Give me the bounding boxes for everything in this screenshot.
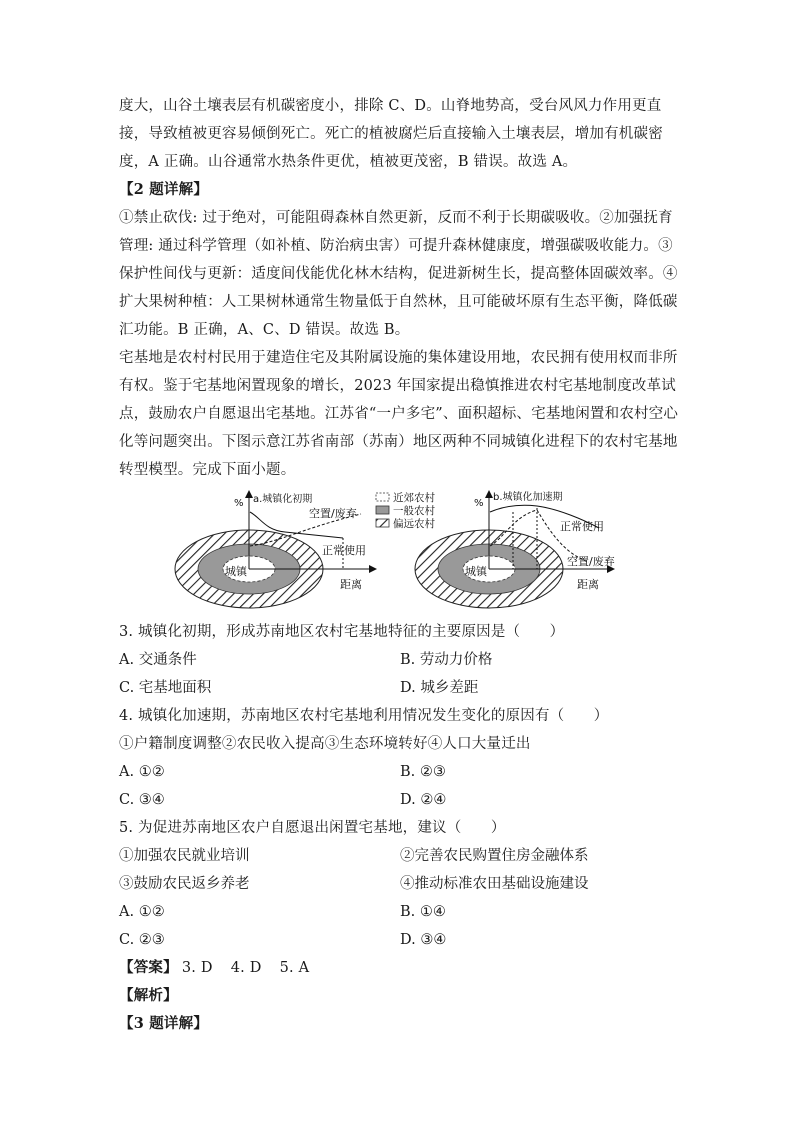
q4-option-a[interactable]: A. ①② — [119, 764, 165, 780]
distance-arrow-left — [369, 565, 377, 573]
idle-label-left: 空置/废弃 — [309, 507, 357, 520]
percent-label-right: % — [474, 498, 484, 509]
answer-q4: 4. D — [230, 960, 262, 976]
q5-option-b[interactable]: B. ①④ — [400, 904, 446, 920]
title-left: a.城镇化初期 — [253, 494, 313, 505]
idle-label-right: 空置/废弃 — [567, 555, 615, 568]
answer-q5: 5. A — [279, 960, 310, 976]
diagram-accelerated-urbanization — [415, 490, 615, 608]
heading-q3-detail: 【3 题详解】 — [119, 1015, 209, 1032]
q4-option-b[interactable]: B. ②③ — [400, 764, 446, 780]
question-4-options — [119, 758, 681, 814]
q3-option-a[interactable]: A. 交通条件 — [119, 652, 197, 668]
q5-item-3: ③鼓励农民返乡养老 — [119, 876, 250, 892]
q5-option-a[interactable]: A. ①② — [119, 904, 165, 920]
question-4-stem: 4. 城镇化加速期，苏南地区农村宅基地利用情况发生变化的原因有（ ） — [119, 708, 609, 724]
paragraph-q2-explanation: ①禁止砍伐: 过于绝对，可能阻碍森林自然更新，反而不利于长期碳吸收。②加强抚育管理: 通过科学管理（如补植、防治病虫害）可提升森林健康度，增强碳吸收能力。③保护性间伐与更新：适度间伐能优化林木结构，促进新树生长，提高整体固碳效率。④扩大果树种植：人工果树林通常生物量低于自然林，且可能破坏原有生态平衡，降低碳汇功能。B 正确，A、C、D 错误。故选 B。 — [119, 210, 678, 338]
question-3-stem: 3. 城镇化初期，形成苏南地区农村宅基地特征的主要原因是（ ） — [119, 624, 565, 640]
q3-option-b[interactable]: B. 劳动力价格 — [400, 652, 493, 668]
q4-option-d[interactable]: D. ②④ — [400, 792, 447, 808]
figure-svg — [119, 490, 681, 612]
q5-option-c[interactable]: C. ②③ — [119, 932, 165, 948]
town-label-left: 城镇 — [225, 565, 247, 578]
legend-general: 一般农村 — [393, 505, 435, 517]
percent-arrow-right — [485, 490, 493, 498]
diagram-early-urbanization — [175, 490, 377, 608]
page-content — [119, 92, 681, 1038]
homestead-transition-figure — [119, 490, 681, 612]
paragraph-q1-explanation-end: 度大，山谷土壤表层有机碳密度小，排除 C、D。山脊地势高，受台风风力作用更直接，导致植被更容易倾倒死亡。死亡的植被腐烂后直接输入土壤表层，增加有机碳密度，A 正确。山谷通常水热条件更优，植被更茂密，B 错误。故选 A。 — [119, 98, 663, 170]
q5-item-4: ④推动标准农田基础设施建设 — [400, 876, 589, 892]
legend-swatch-general — [376, 506, 389, 514]
answer-line — [119, 954, 681, 982]
normal-label-right: 正常使用 — [560, 520, 604, 533]
question-3-options — [119, 646, 681, 702]
distance-label-left: 距离 — [340, 578, 362, 591]
question-5-options — [119, 898, 681, 954]
answer-q3: 3. D — [181, 960, 213, 976]
q5-item-2: ②完善农民购置住房金融体系 — [400, 848, 589, 864]
analysis-heading: 【解析】 — [119, 987, 178, 1004]
q5-option-d[interactable]: D. ③④ — [400, 932, 447, 948]
town-label-right: 城镇 — [465, 565, 487, 578]
q4-option-c[interactable]: C. ③④ — [119, 792, 165, 808]
q3-option-c[interactable]: C. 宅基地面积 — [119, 680, 212, 696]
question-5-stem: 5. 为促进苏南地区农户自愿退出闲置宅基地，建议（ ） — [119, 820, 506, 836]
legend-swatch-suburban — [376, 493, 389, 501]
percent-label-left: % — [234, 498, 244, 509]
figure-legend — [376, 491, 435, 530]
paragraph-homestead-intro: 宅基地是农村村民用于建造住宅及其附属设施的集体建设用地，农民拥有使用权而非所有权。鉴于宅基地闲置现象的增长，2023 年国家提出稳慎推进农村宅基地制度改革试点，鼓励农户自愿退出宅基地。江苏省“一户多宅”、面积超标、宅基地闲置和农村空心化等问题突出。下图示意江苏省南部（苏南）地区两种不同城镇化进程下的农村宅基地转型模型。完成下面小题。 — [119, 350, 679, 478]
legend-remote: 偏远农村 — [393, 518, 435, 530]
legend-suburban: 近郊农村 — [393, 492, 435, 504]
distance-label-right: 距离 — [577, 578, 599, 591]
q3-option-d[interactable]: D. 城乡差距 — [400, 680, 479, 696]
answer-label: 【答案】 — [119, 959, 178, 976]
title-right: b.城镇化加速期 — [493, 492, 563, 503]
question-5-items — [119, 842, 681, 898]
q5-item-1: ①加强农民就业培训 — [119, 848, 250, 864]
question-4-items: ①户籍制度调整②农民收入提高③生态环境转好④人口大量迁出 — [119, 736, 531, 752]
legend-swatch-remote — [376, 519, 389, 527]
heading-q2-detail: 【2 题详解】 — [119, 181, 209, 198]
percent-arrow-left — [245, 490, 253, 498]
normal-label-left: 正常使用 — [322, 544, 366, 557]
